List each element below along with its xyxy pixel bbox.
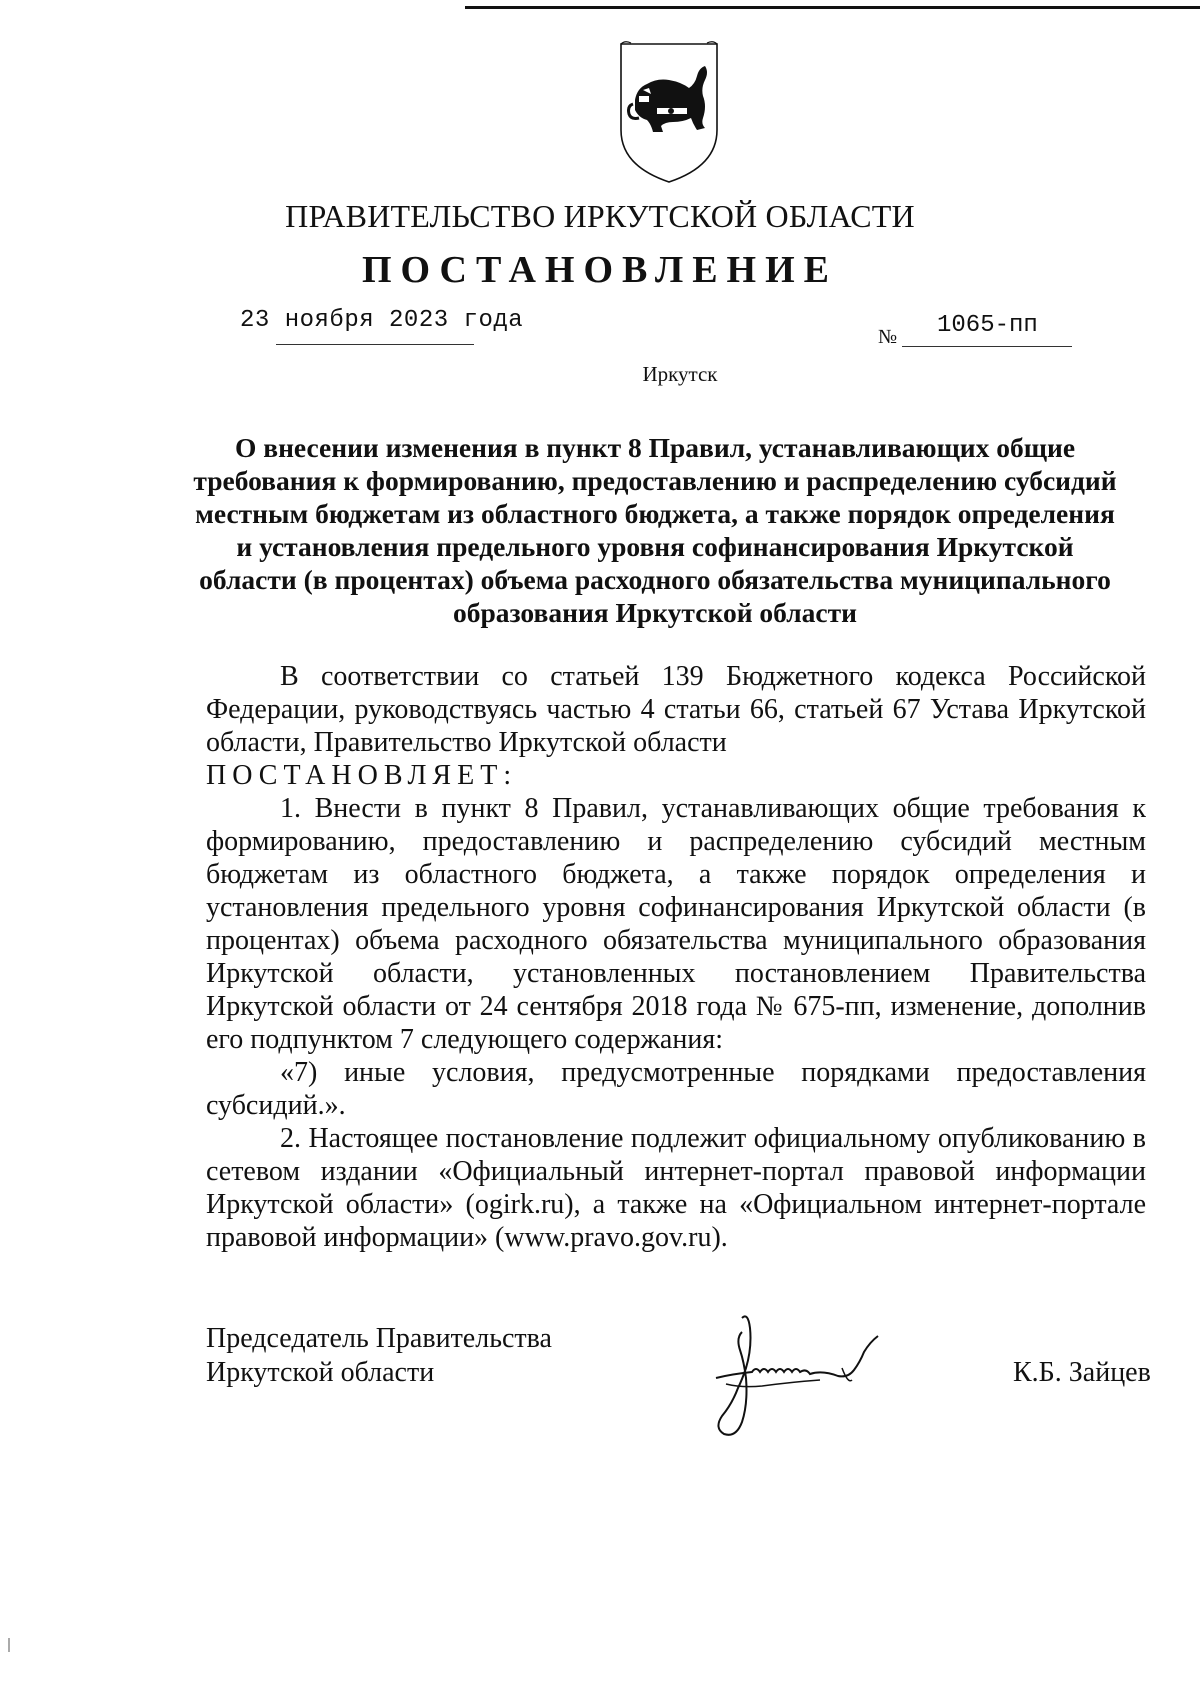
document-date: 23 ноября 2023 года [240, 307, 524, 334]
scan-artifact [8, 1638, 10, 1652]
organization-name: ПРАВИТЕЛЬСТВО ИРКУТСКОЙ ОБЛАСТИ [285, 198, 915, 234]
signer-position-line-1: Председатель Правительства [206, 1323, 552, 1354]
signer-name: К.Б. Зайцев [1013, 1357, 1151, 1388]
top-scan-edge-line [465, 6, 1200, 9]
document-body [206, 660, 1146, 1254]
document-number: 1065-пп [937, 312, 1038, 339]
number-underline [902, 346, 1072, 347]
irkutsk-coat-of-arms-icon [617, 38, 721, 186]
number-label: № [878, 326, 898, 348]
item-2-paragraph: 2. Настоящее постановление подлежит официальному опубликованию в сетевом издании «Официальный интернет-портал правовой информации Иркутской области» (ogirk.ru), а также на «Официальном интернет-портале правовой информации» (www.pravo.gov.ru). [206, 1123, 1146, 1253]
subitem-7-paragraph: «7) иные условия, предусмотренные порядками предоставления субсидий.». [206, 1057, 1146, 1121]
signer-position [206, 1322, 552, 1390]
preamble-paragraph: В соответствии со статьей 139 Бюджетного кодекса Российской Федерации, руководствуясь частью 4 статьи 66, статьей 67 Устава Иркутской области, Правительство Иркутской области [206, 661, 1146, 758]
document-type: ПОСТАНОВЛЕНИЕ [361, 249, 839, 291]
date-underline [276, 344, 474, 345]
handwritten-signature [702, 1308, 962, 1448]
signer-position-line-2: Иркутской области [206, 1357, 435, 1388]
decree-verb: ПОСТАНОВЛЯЕТ: [206, 760, 518, 791]
document-title: О внесении изменения в пункт 8 Правил, устанавливающих общие требования к формированию, предоставлению и распределению субсидий местным бюджетам из областного бюджета, а также порядок определения и установления предельного уровня софинансирования Иркутской области (в процентах) объема расходного обязательства муниципального образования Иркутской области [193, 432, 1117, 628]
city: Иркутск [642, 362, 718, 386]
item-1-paragraph: 1. Внести в пункт 8 Правил, устанавливающих общие требования к формированию, предоставлению и распределению субсидий местным бюджетам из областного бюджета, а также порядок определения и установления предельного уровня софинансирования Иркутской области (в процентах) объема расходного обязательства муниципального образования Иркутской области, установленных постановлением Правительства Иркутской области от 24 сентября 2018 года № 675-пп, изменение, дополнив его подпунктом 7 следующего содержания: [206, 793, 1146, 1055]
